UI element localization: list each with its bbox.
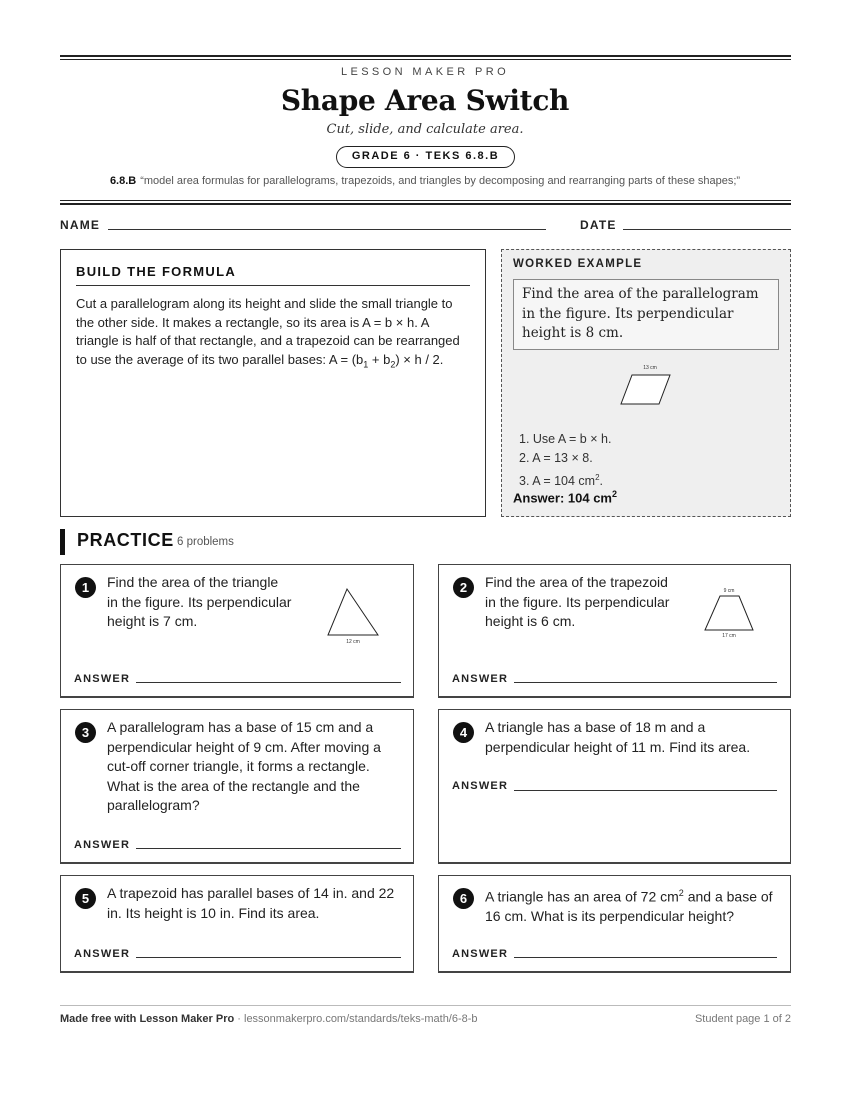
problem-number: 3 (75, 722, 96, 743)
problem-number: 4 (453, 722, 474, 743)
answer-field[interactable] (514, 957, 777, 958)
footer-made-with: Made free with Lesson Maker Pro (60, 1013, 235, 1025)
formula-text: Cut a parallelogram along its height and slide the small triangle to the other side. It makes a rectangle, so its area is A = b × h. A triangle is half of that rectangle, and a trapezoid can be rearranged to use the average of its two parallel bases: $A = (b_1 + b_2) \times h / 2$. (76, 296, 460, 370)
problem-text: A triangle has an area of 72 $cm^2$ and a base of 16 cm. What is its perpendicular height? (485, 888, 773, 925)
standard-code: 6.8.B (109, 175, 137, 187)
answer-label: ANSWER (74, 948, 131, 960)
problem-card-4 (438, 709, 791, 864)
answer-field[interactable] (514, 682, 777, 683)
problem-text: A triangle has a base of 18 m and a perpendicular height of 11 m. Find its area. (485, 719, 751, 755)
name-label: NAME (60, 218, 101, 232)
step-1: 1. Use A = b × h. (519, 432, 612, 446)
step-3: 3. A = 104 $cm^2$. (519, 473, 604, 489)
step-2: 2. A = 13 × 8. (519, 451, 593, 465)
problem-text: A trapezoid has parallel bases of 14 in. and 22 in. Its height is 10 in. Find its area. (107, 885, 395, 921)
worked-example-prompt: Find the area of the parallelogram in the figure. Its perpendicular height is 8 cm. (513, 279, 779, 350)
standard-line (0, 175, 850, 187)
answer-label: ANSWER (452, 780, 509, 792)
problem-card-5 (60, 875, 414, 973)
problem-number: 5 (75, 888, 96, 909)
triangle-figure (323, 587, 383, 647)
page-subtitle: Cut, slide, and calculate area. (326, 122, 524, 137)
parallelogram-label: 13 cm (643, 365, 657, 371)
name-field[interactable] (108, 229, 546, 230)
problem-text: A parallelogram has a base of 15 cm and a perpendicular height of 9 cm. After moving a cut-off corner triangle, it forms a rectangle. What is the area of the rectangle and the parallelogram? (107, 719, 381, 813)
footer-page-number: Student page 1 of 2 (694, 1013, 791, 1025)
practice-count: 6 problems (177, 536, 234, 548)
problem-number: 1 (75, 577, 96, 598)
brand-name: LESSON MAKER PRO (340, 66, 510, 78)
problem-card-3 (60, 709, 414, 864)
answer-label: ANSWER (74, 839, 131, 851)
practice-accent-bar (60, 529, 65, 555)
problem-number: 2 (453, 577, 474, 598)
top-rule-thin (60, 59, 791, 60)
footer-credit: Made free with Lesson Maker Pro · lessonmakerpro.com/standards/teks-math/6-8-b (60, 1013, 478, 1025)
worked-example-answer: Answer: 104 $cm^2$ (513, 489, 618, 506)
footer-rule (60, 1005, 791, 1006)
header-rule-thick (60, 203, 791, 205)
trapezoid-top-label: 9 cm (723, 588, 735, 594)
formula-box (60, 249, 486, 517)
problem-number: 6 (453, 888, 474, 909)
practice-title: PRACTICE (77, 530, 174, 550)
page-title: Shape Area Switch (280, 84, 570, 117)
answer-field[interactable] (136, 957, 401, 958)
problem-card-2 (438, 564, 791, 698)
problem-text: Find the area of the triangle in the figure. Its perpendicular height is 7 cm. (107, 574, 292, 629)
problem-card-1 (60, 564, 414, 698)
answer-label: ANSWER (452, 948, 509, 960)
footer-url[interactable]: lessonmakerpro.com/standards/teks-math/6-8-b (244, 1013, 478, 1025)
grade-badge: GRADE 6 · TEKS 6.8.B (336, 146, 515, 168)
answer-label: ANSWER (452, 673, 509, 685)
formula-title: BUILD THE FORMULA (76, 264, 470, 286)
header-rule-thin (60, 200, 791, 201)
worked-example-box (501, 249, 791, 517)
problem-text: Find the area of the trapezoid in the figure. Its perpendicular height is 6 cm. (485, 574, 670, 629)
trapezoid-figure (699, 585, 759, 641)
worked-example-steps (519, 430, 611, 491)
top-rule-thick (60, 55, 791, 57)
worked-example-title: WORKED EXAMPLE (513, 258, 643, 270)
problem-card-6 (438, 875, 791, 973)
date-field[interactable] (623, 229, 791, 230)
answer-label: ANSWER (74, 673, 131, 685)
triangle-base-label: 12 cm (346, 639, 360, 645)
parallelogram-figure (612, 362, 682, 407)
answer-field[interactable] (136, 848, 401, 849)
answer-field[interactable] (136, 682, 401, 683)
standard-text: “model area formulas for parallelograms, trapezoids, and triangles by decomposing and rearranging parts of these shapes;” (140, 175, 741, 187)
trapezoid-bottom-label: 17 cm (722, 633, 736, 639)
answer-field[interactable] (514, 790, 777, 791)
date-label: DATE (580, 218, 617, 232)
